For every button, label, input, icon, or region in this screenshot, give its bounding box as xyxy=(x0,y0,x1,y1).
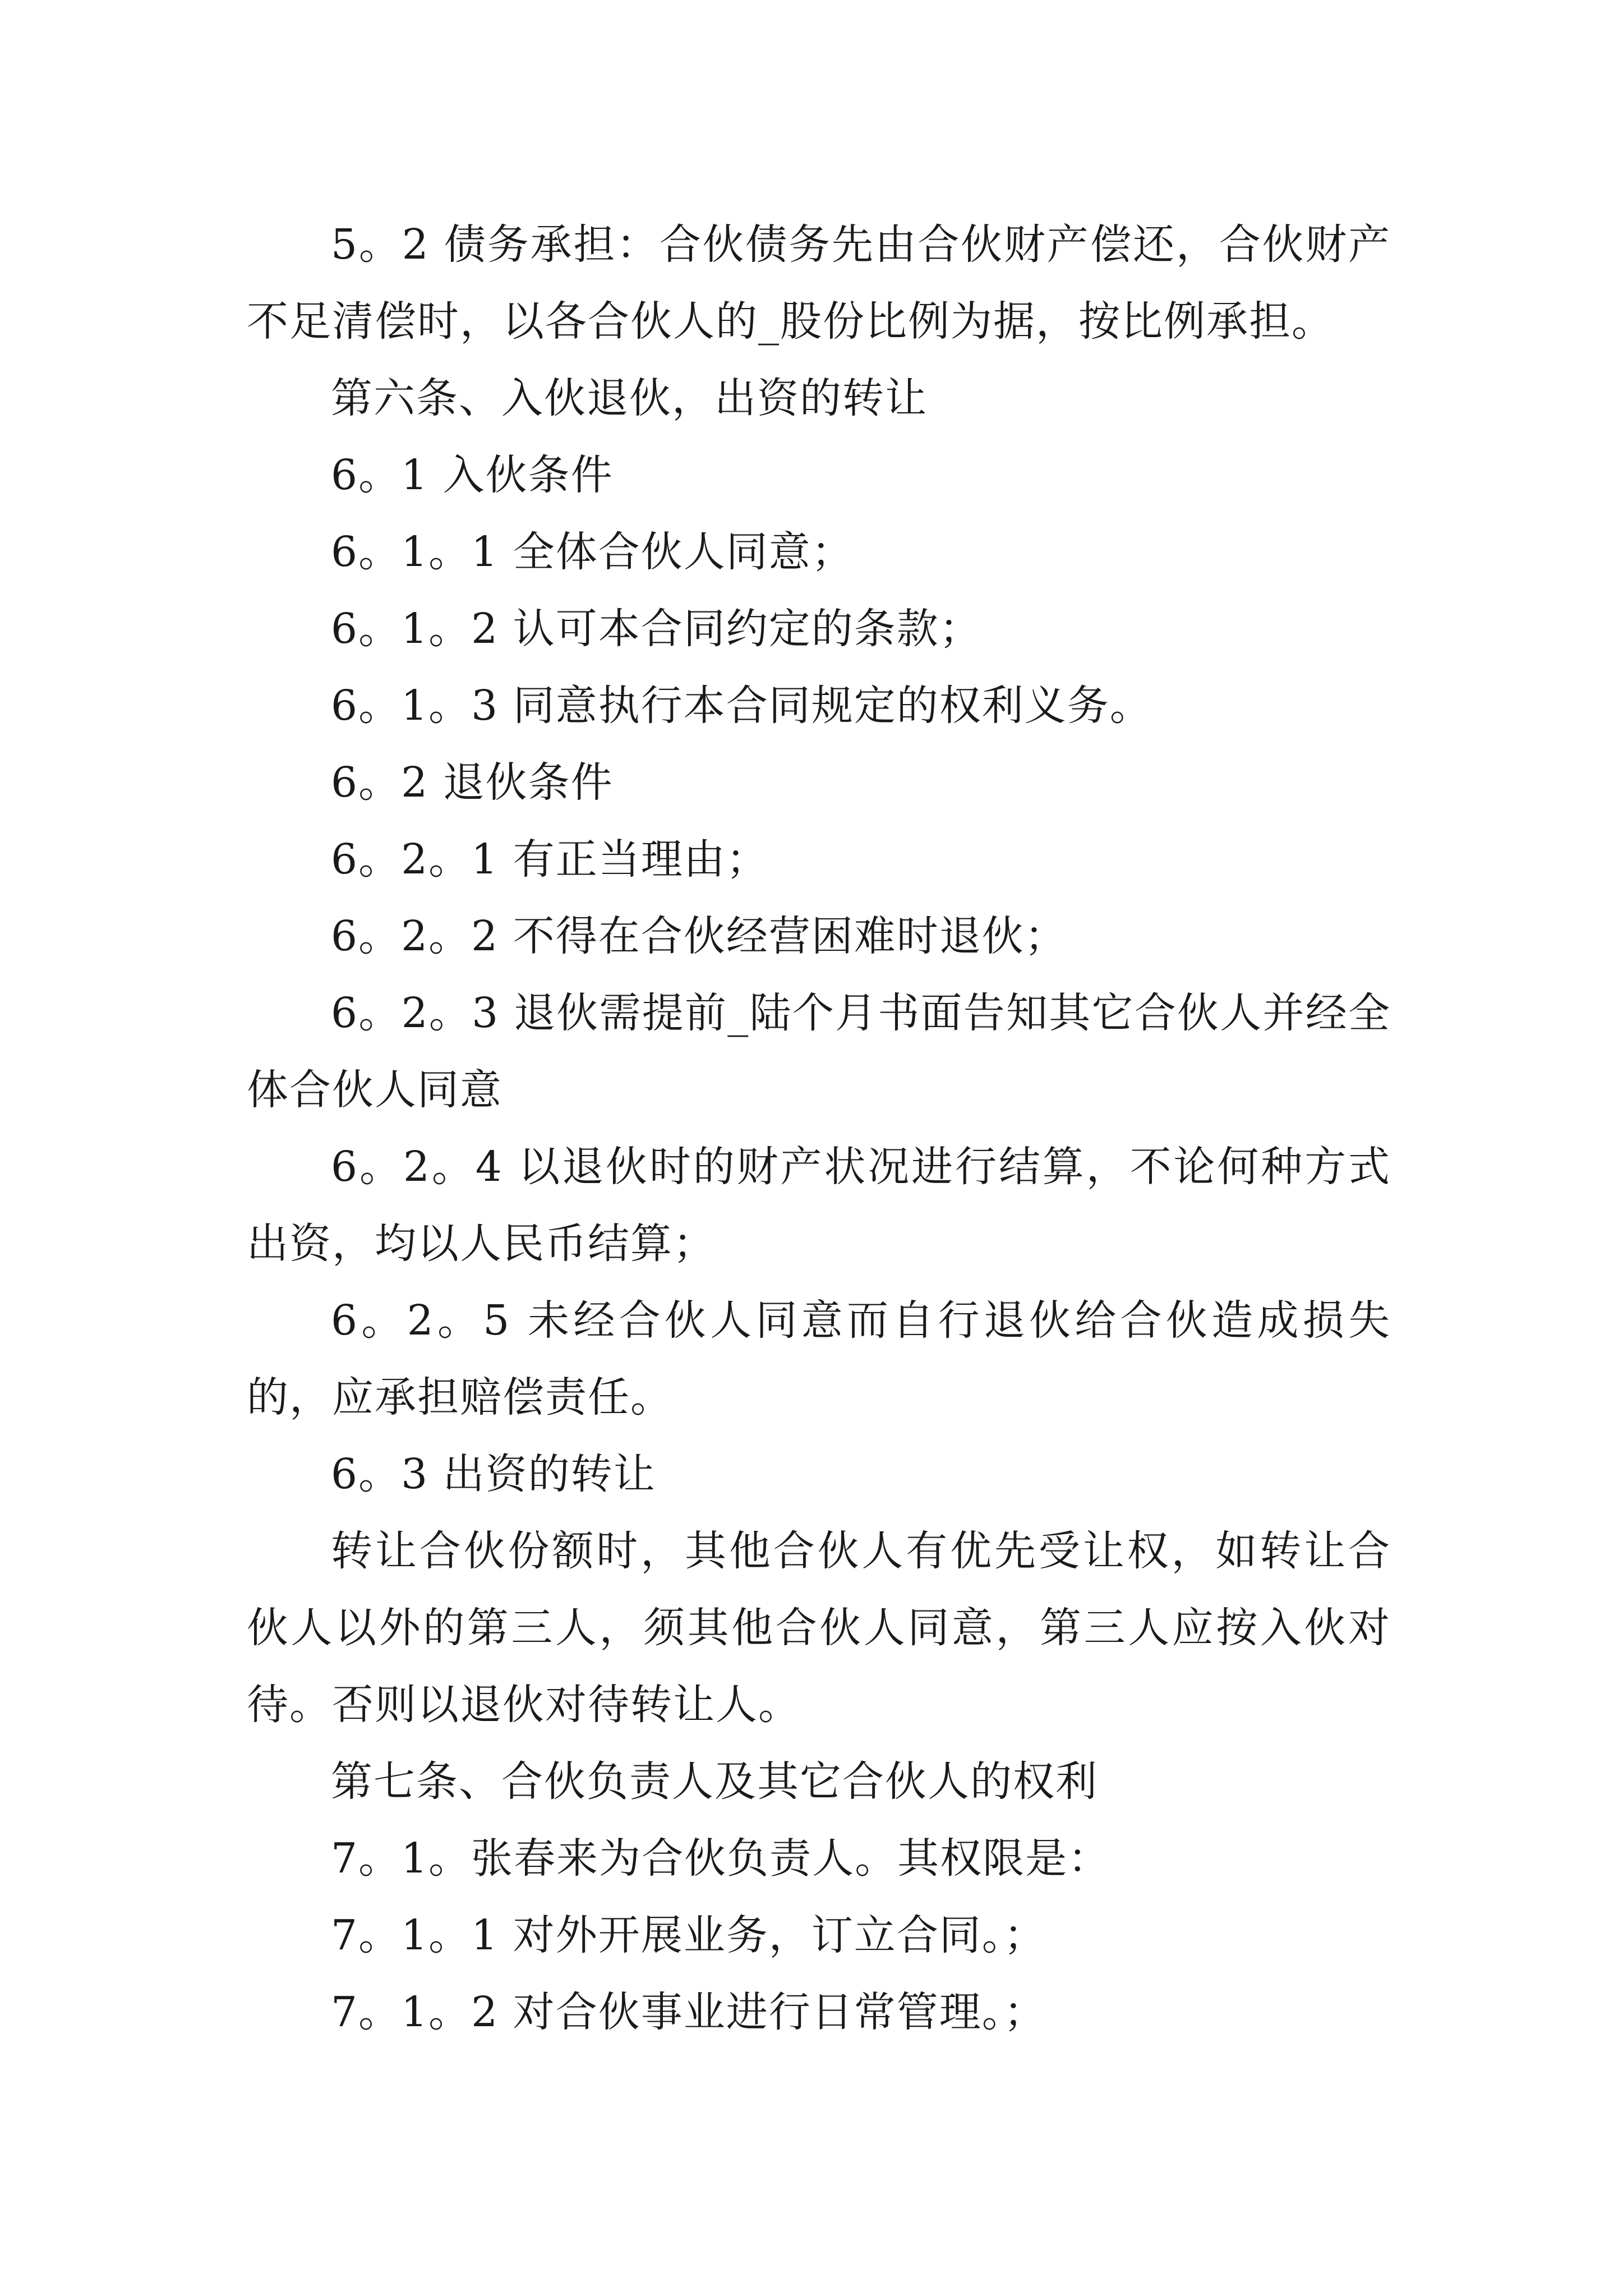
paragraph-transfer-rules: 转让合伙份额时，其他合伙人有优先受让权，如转让合伙人以外的第三人，须其他合伙人同意，第三人应按入伙对待。否则以退伙对待转让人。 xyxy=(247,1527,1391,1729)
paragraph-capital-transfer: 6。3 出资的转让 xyxy=(331,1450,656,1498)
paragraph-withdrawal-conditions: 6。2 退伙条件 xyxy=(331,758,614,807)
paragraph-6-2-2: 6。2。2 不得在合伙经营困难时退伙； xyxy=(331,912,1067,960)
paragraph-6-2-3: 6。2。3 退伙需提前_陆个月书面告知其它合伙人并经全体合伙人同意 xyxy=(247,989,1391,1114)
paragraph-7-1-1: 7。1。1 对外开展业务，订立合同。； xyxy=(331,1911,1046,1959)
heading-article-seven: 第七条、合伙负责人及其它合伙人的权利 xyxy=(331,1757,1098,1806)
document-body xyxy=(247,206,1391,2051)
paragraph-6-2-1: 6。2。1 有正当理由； xyxy=(331,835,769,884)
paragraph-6-2-4: 6。2。4 以退伙时的财产状况进行结算，不论何种方式出资，均以人民币结算； xyxy=(247,1143,1391,1268)
paragraph-7-1-2: 7。1。2 对合伙事业进行日常管理。； xyxy=(331,1988,1046,2036)
paragraph-6-1-3: 6。1。3 同意执行本合同规定的权利义务。 xyxy=(331,682,1152,730)
paragraph-6-1-2: 6。1。2 认可本合同约定的条款； xyxy=(331,605,982,653)
paragraph-6-2-5: 6。2。5 未经合伙人同意而自行退伙给合伙造成损失的，应承担赔偿责任。 xyxy=(247,1296,1391,1421)
paragraph-joining-conditions: 6。1 入伙条件 xyxy=(331,451,614,499)
paragraph-6-1-1: 6。1。1 全体合伙人同意； xyxy=(331,528,854,576)
paragraph-debt-bearing: 5。2 债务承担：合伙债务先由合伙财产偿还，合伙财产不足清偿时，以各合伙人的_股份比例为据，按比例承担。 xyxy=(247,220,1391,346)
heading-article-six: 第六条、入伙退伙，出资的转让 xyxy=(331,374,928,422)
paragraph-7-1: 7。1。张春来为合伙负责人。其权限是： xyxy=(331,1834,1111,1883)
